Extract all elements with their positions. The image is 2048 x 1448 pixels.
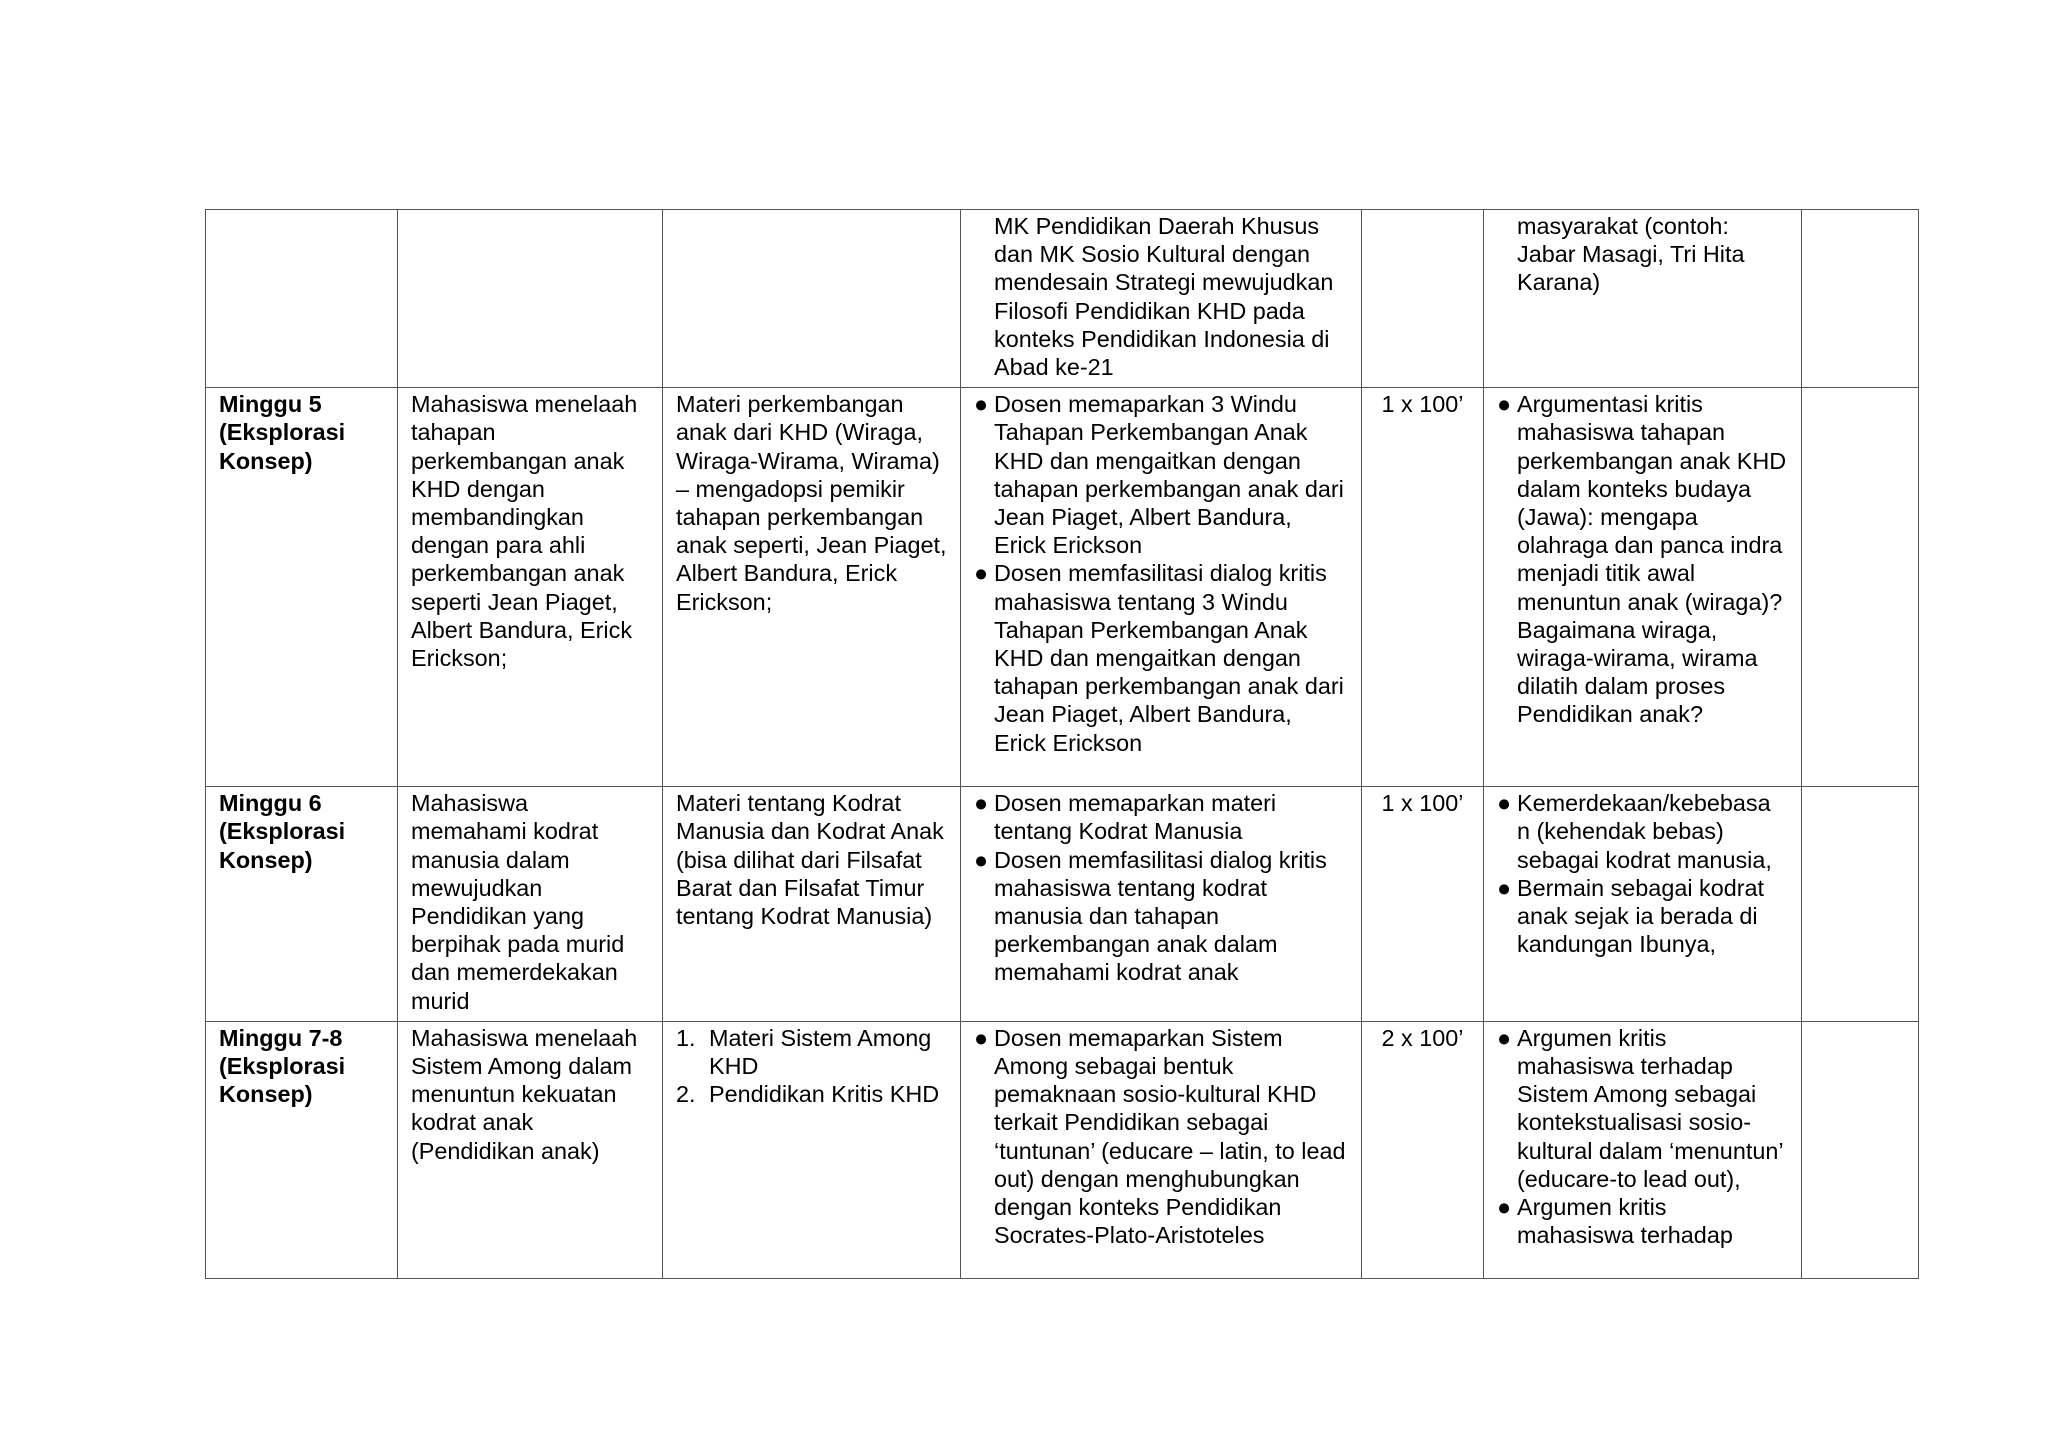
week-cell bbox=[206, 388, 398, 787]
bullet-icon: ● bbox=[1497, 790, 1512, 817]
bullet-icon: ● bbox=[974, 846, 989, 873]
material-cell bbox=[663, 1021, 961, 1278]
list-item bbox=[974, 559, 1348, 756]
material-cell bbox=[663, 388, 961, 787]
bullet-icon: ● bbox=[1497, 1194, 1512, 1221]
list-item bbox=[974, 789, 1348, 845]
objective-cell bbox=[398, 388, 663, 787]
bullet-icon: ● bbox=[974, 790, 989, 817]
bullet-icon: ● bbox=[1497, 1024, 1512, 1051]
activities-list bbox=[974, 789, 1348, 986]
assessment-cell bbox=[1484, 787, 1802, 1022]
time-cell bbox=[1362, 787, 1484, 1022]
list-item bbox=[1497, 1193, 1788, 1249]
objective-text: Mahasiswa menelaah Sistem Among dalam menuntun kekuatan kodrat anak (Pendidikan anak) bbox=[411, 1024, 638, 1164]
list-item bbox=[1497, 789, 1788, 874]
time-cell bbox=[1362, 210, 1484, 388]
notes-cell bbox=[1802, 787, 1919, 1022]
material-cell bbox=[663, 210, 961, 388]
assessment-text: masyarakat (contoh: Jabar Masagi, Tri Hita Karana) bbox=[1517, 213, 1745, 296]
table-row bbox=[206, 210, 1919, 388]
bullet-icon: ● bbox=[1497, 391, 1512, 418]
time-text: 1 x 100’ bbox=[1381, 790, 1464, 817]
assessment-list bbox=[1497, 1024, 1788, 1250]
assessment-list bbox=[1497, 789, 1788, 958]
list-item bbox=[974, 846, 1348, 987]
table-row bbox=[206, 787, 1919, 1022]
notes-cell bbox=[1802, 388, 1919, 787]
activity-text: Dosen memaparkan materi tentang Kodrat Manusia bbox=[994, 790, 1277, 845]
material-text: Pendidikan Kritis KHD bbox=[709, 1081, 940, 1108]
material-list bbox=[676, 1024, 947, 1109]
week-cell bbox=[206, 1021, 398, 1278]
week-cell bbox=[206, 210, 398, 388]
material-text: Materi perkembangan anak dari KHD (Wiraga, Wiraga-Wirama, Wirama) – mengadopsi pemikir tahapan perkembangan anak seperti, Jean Piaget, Albert Bandura, Erick Erickson; bbox=[676, 391, 947, 615]
activities-cell bbox=[961, 210, 1362, 388]
time-cell bbox=[1362, 388, 1484, 787]
list-item bbox=[1497, 390, 1788, 728]
material-text: Materi Sistem Among KHD bbox=[709, 1024, 932, 1080]
week-label: Minggu 7-8 (Eksplorasi Konsep) bbox=[219, 1024, 346, 1108]
bullet-icon: ● bbox=[974, 391, 989, 418]
list-item bbox=[676, 1024, 947, 1080]
notes-cell bbox=[1802, 210, 1919, 388]
bullet-icon: ● bbox=[974, 1024, 989, 1051]
activities-cell bbox=[961, 1021, 1362, 1278]
material-text: Materi tentang Kodrat Manusia dan Kodrat Anak (bisa dilihat dari Filsafat Barat dan Filsafat Timur tentang Kodrat Manusia) bbox=[676, 790, 944, 930]
list-item bbox=[1497, 1024, 1788, 1193]
assessment-cell bbox=[1484, 1021, 1802, 1278]
course-plan-table bbox=[205, 209, 1919, 1279]
list-item bbox=[974, 390, 1348, 559]
objective-text: Mahasiswa memahami kodrat manusia dalam mewujudkan Pendidikan yang berpihak pada murid dan memerdekakan murid bbox=[411, 790, 625, 1014]
week-label: Minggu 6 (Eksplorasi Konsep) bbox=[219, 790, 346, 873]
activity-text: Dosen memfasilitasi dialog kritis mahasiswa tentang kodrat manusia dan tahapan perkembangan anak dalam memahami kodrat anak bbox=[994, 846, 1327, 986]
activities-text: MK Pendidikan Daerah Khusus dan MK Sosio Kultural dengan mendesain Strategi mewujudkan Filosofi Pendidikan KHD pada konteks Pendidikan Indonesia di Abad ke-21 bbox=[994, 213, 1334, 381]
assessment-list bbox=[1497, 390, 1788, 728]
activities-list bbox=[974, 1024, 1348, 1250]
activity-text: Dosen memaparkan Sistem Among sebagai bentuk pemaknaan sosio-kultural KHD terkait Pendidikan sebagai ‘tuntunan’ (educare – latin, to lead out) dengan menghubungkan dengan konteks Pendidikan Socrates-Plato-Aristoteles bbox=[994, 1024, 1346, 1249]
list-number: 2. bbox=[676, 1081, 696, 1108]
assessment-text: Argumentasi kritis mahasiswa tahapan perkembangan anak KHD dalam konteks budaya (Jawa): mengapa olahraga dan panca indra menjadi titik awal menuntun anak (wiraga)? Bagaimana wiraga, wiraga-wirama, wirama dilatih dalam proses Pendidikan anak? bbox=[1517, 391, 1787, 728]
time-cell bbox=[1362, 1021, 1484, 1278]
table-row bbox=[206, 1021, 1919, 1278]
assessment-text: Kemerdekaan/kebebasa n (kehendak bebas) sebagai kodrat manusia, bbox=[1517, 790, 1772, 873]
activities-cell bbox=[961, 787, 1362, 1022]
notes-cell bbox=[1802, 1021, 1919, 1278]
objective-cell bbox=[398, 1021, 663, 1278]
objective-text: Mahasiswa menelaah tahapan perkembangan anak KHD dengan membandingkan dengan para ahli perkembangan anak seperti Jean Piaget, Albert Bandura, Erick Erickson; bbox=[411, 391, 638, 672]
activities-cell bbox=[961, 388, 1362, 787]
bullet-icon: ● bbox=[974, 560, 989, 587]
week-cell bbox=[206, 787, 398, 1022]
assessment-cell bbox=[1484, 210, 1802, 388]
bullet-icon: ● bbox=[1497, 874, 1512, 901]
time-text: 2 x 100’ bbox=[1381, 1024, 1464, 1051]
material-cell bbox=[663, 787, 961, 1022]
assessment-text: Argumen kritis mahasiswa terhadap Sistem Among sebagai kontekstualisasi sosio-kultural dalam ‘menuntun’ (educare-to lead out), bbox=[1517, 1024, 1783, 1192]
list-number: 1. bbox=[676, 1024, 696, 1051]
table-row bbox=[206, 388, 1919, 787]
assessment-text: Bermain sebagai kodrat anak sejak ia berada di kandungan Ibunya, bbox=[1517, 874, 1765, 958]
list-item bbox=[974, 1024, 1348, 1250]
activity-text: Dosen memaparkan 3 Windu Tahapan Perkembangan Anak KHD dan mengaitkan dengan tahapan perkembangan anak dari Jean Piaget, Albert Bandura, Erick Erickson bbox=[994, 391, 1344, 559]
assessment-cell bbox=[1484, 388, 1802, 787]
objective-cell bbox=[398, 210, 663, 388]
objective-cell bbox=[398, 787, 663, 1022]
assessment-text: Argumen kritis mahasiswa terhadap bbox=[1517, 1194, 1733, 1249]
time-text: 1 x 100’ bbox=[1381, 391, 1464, 418]
activity-text: Dosen memfasilitasi dialog kritis mahasiswa tentang 3 Windu Tahapan Perkembangan Anak KHD dan mengaitkan dengan tahapan perkembangan anak dari Jean Piaget, Albert Bandura, Erick Erickson bbox=[994, 560, 1344, 756]
week-label: Minggu 5 (Eksplorasi Konsep) bbox=[219, 391, 346, 474]
list-item bbox=[676, 1080, 947, 1108]
activities-list bbox=[974, 390, 1348, 757]
list-item bbox=[1497, 874, 1788, 959]
